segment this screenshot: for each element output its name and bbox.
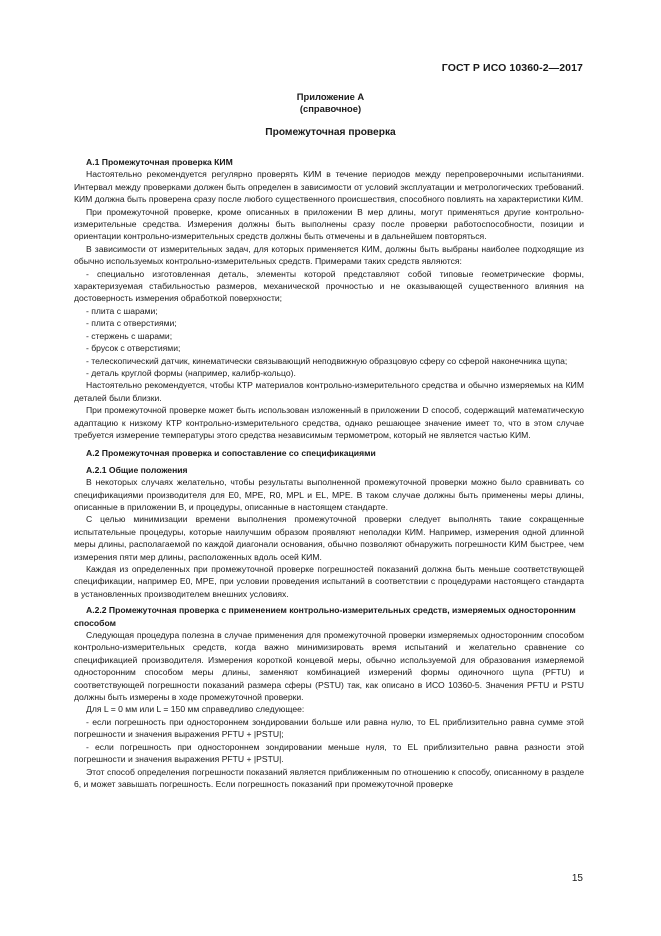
document-body (74, 154, 584, 790)
paragraph: Этот способ определения погрешности показаний является приближенным по отношению к способу, описанному в разделе 6, и может завышать погрешность. Если погрешность показаний при промежуточной проверке (74, 766, 584, 789)
list-item: - если погрешность при одностороннем зондировании меньше нуля, то EL приблизительно равна разности этой погрешности и значения выражения PFTU + |PSTU|. (74, 741, 585, 765)
paragraph: Настоятельно рекомендуется регулярно проверять КИМ в течение периодов между перепроверочными испытаниями. Интервал между проверками должен быть определен в зависимости от условий эксплуатации и метрологических требований. КИМ должна быть проверена сразу после любого существенного происшествия, способного повлиять на характеристики КИМ. (74, 169, 584, 205)
section-a22-heading: А.2.2 Промежуточная проверка с применением контрольно-измерительных средств, измеряемых односторонним способом (74, 605, 576, 628)
list-item: - специально изготовленная деталь, элементы которой представляют собой типовые геометрические формы, характеризуемая стабильностью размеров, механической прочностью и не оказывающей существенного влияния на достоверность измерения обработкой поверхности; (74, 268, 584, 304)
paragraph: В некоторых случаях желательно, чтобы результаты выполненной промежуточной проверки можно было сравнивать со спецификациями производителя для E0, MPE, R0, MPL и EL, MPE. В таком случае должны быть применены меры длины, описанные в приложении В, и процедуры, описанные в настоящем стандарте. (74, 477, 584, 512)
section-a21-heading: А.2.1 Общие положения (86, 464, 188, 475)
list-item: - телескопический датчик, кинематически связывающий неподвижную образцовую сферу со сферой наконечника щупа; (86, 355, 568, 366)
paragraph: С целью минимизации времени выполнения промежуточной проверки следует выполнять такие сокращенные испытательные процедуры, которые наилучшим образом проявляют неполадки КИМ. Например, измерения одной длинной меры длины, располагаемой по каждой диагонали основания, обычно позволяют обнаружить погрешности КИМ быстрее, чем измерения пяти мер длины, расположенных вдоль осей КИМ. (74, 514, 584, 562)
section-a1-heading: А.1 Промежуточная проверка КИМ (86, 157, 233, 167)
annex-title: Приложение А (296, 91, 365, 102)
paragraph: Для L = 0 мм или L = 150 мм справедливо следующее: (86, 704, 305, 715)
annex-heading: Промежуточная проверка (265, 127, 396, 138)
standard-number: ГОСТ Р ИСО 10360-2—2017 (441, 62, 583, 74)
paragraph: При промежуточной проверке может быть использован изложенный в приложении D способ, содержащий математическую адаптацию к низкому КТР контрольно-измерительного средства, однако решающее значение имеет то, что в этом случае требуется измерение температуры этого средства независимым термометром, который не является частью КИМ. (74, 405, 584, 440)
paragraph: Каждая из определенных при промежуточной проверке погрешностей показаний должна быть меньше соответствующей спецификации, например E0, MPE, при условии проведения испытаний в соответствии с процедурами настоящего стандарта в установленных производителем внешних условиях. (74, 564, 584, 599)
paragraph: Следующая процедура полезна в случае применения для промежуточной проверки измеряемых односторонним способом контрольно-измерительных средств, когда важно минимизировать время испытаний и желательно сравнение со спецификацией производителя. Измерения короткой концевой меры, обычно используемой для образования измеряемой односторонним способом меры длины, заменяют комбинацией измерений формы одиночного щупа (PFTU) и соответствующей погрешности показаний размера сферы (PSTU) так, как описано в ИСО 10360-5. Значения PFTU и PSTU должны быть измерены в ходе промежуточной проверки. (74, 630, 585, 703)
list-item: - плита с отверстиями; (86, 318, 177, 329)
list-item: - если погрешность при одностороннем зондировании больше или равна нулю, то EL приблизительно равна сумме этой погрешности и значения выражения PFTU + |PSTU|; (74, 716, 584, 740)
list-item: - брусок с отверстиями; (86, 343, 181, 354)
paragraph: В зависимости от измерительных задач, для которых применяется КИМ, должны быть выбраны наиболее подходящие из обычно используемых контрольно-измерительных средств. Примерами таких средств являются: (74, 243, 584, 267)
section-a2-heading: А.2 Промежуточная проверка и сопоставление со спецификациями (86, 448, 376, 459)
paragraph: Настоятельно рекомендуется, чтобы КТР материалов контрольно-измерительного средства и обычно измеряемых на КИМ деталей были близки. (74, 380, 584, 403)
list-item: - деталь круглой формы (например, калибр-кольцо). (86, 367, 296, 378)
annex-subtitle: (справочное) (299, 103, 362, 114)
page-number: 15 (571, 873, 583, 884)
paragraph: При промежуточной проверке, кроме описанных в приложении В мер длины, могут применяться другие контрольно-измерительные средства. Измерения должны быть выполнены сразу после проверки работоспособности, позиции и ориентации контрольно-измерительных средств должны быть отмечены и в дальнейшем повторяться. (74, 206, 584, 242)
list-item: - стержень с шарами; (86, 330, 173, 341)
list-item: - плита с шарами; (86, 305, 158, 316)
